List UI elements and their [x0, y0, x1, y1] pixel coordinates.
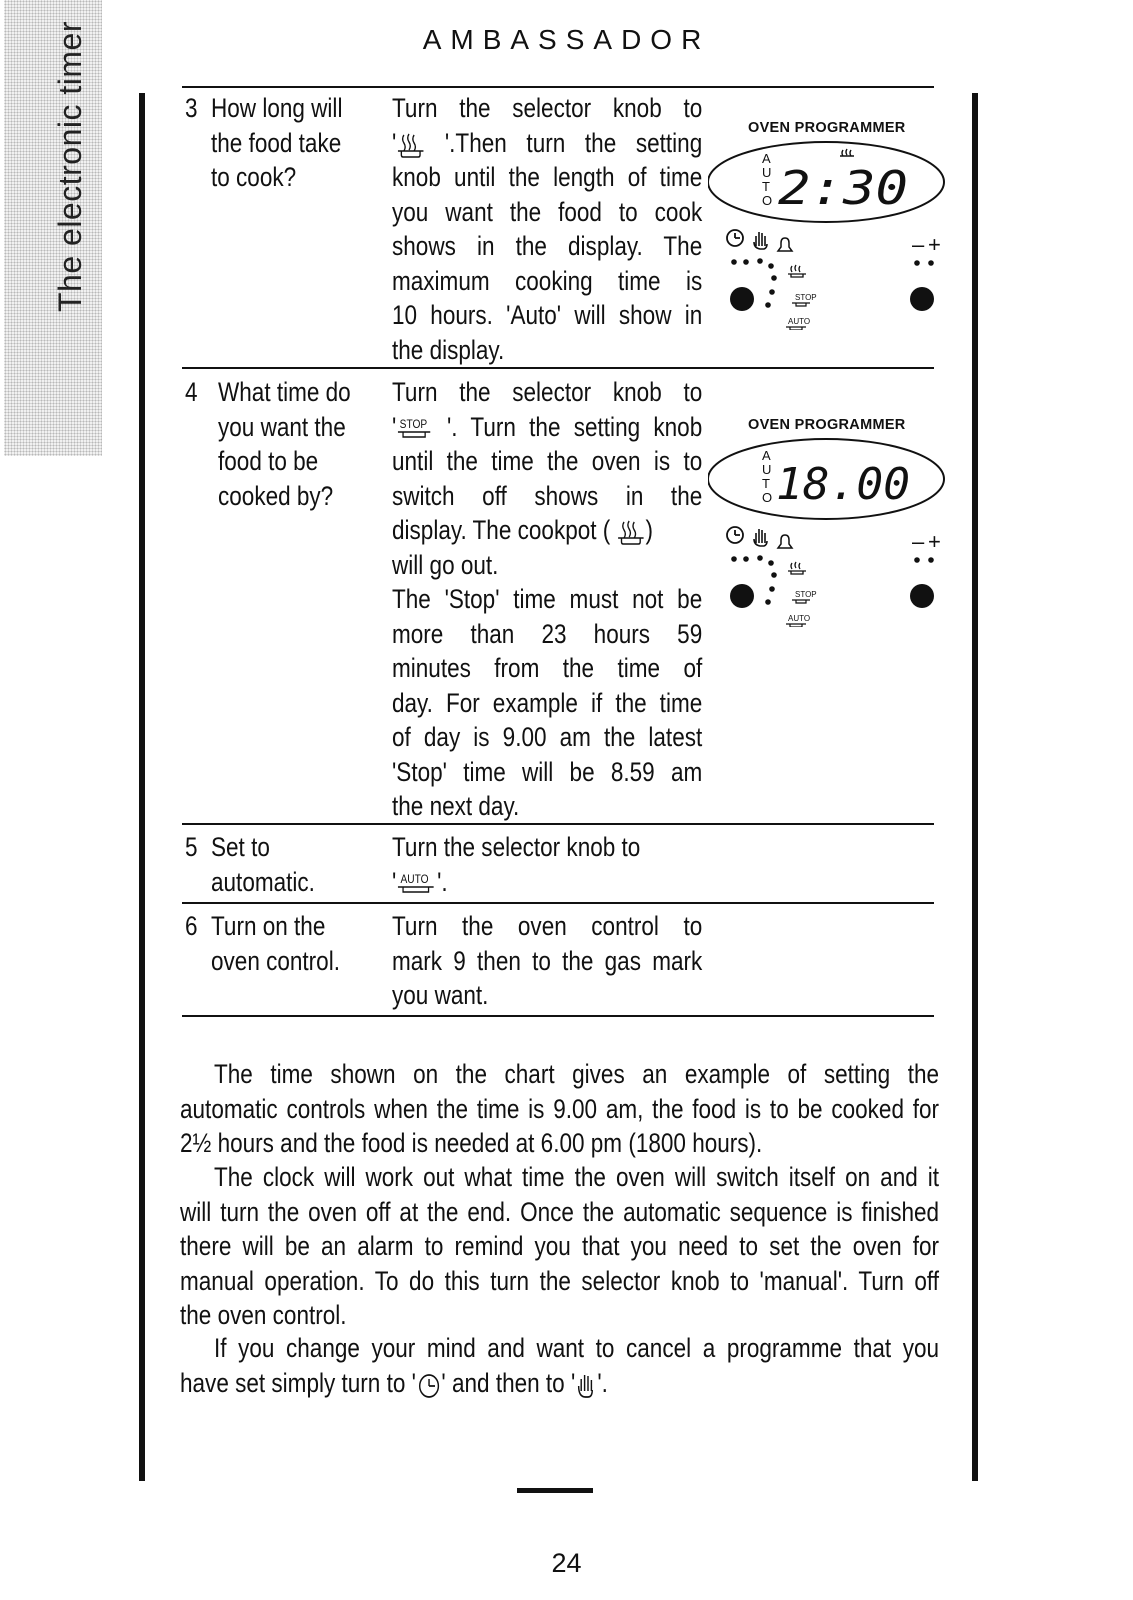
programmer-2-auto-label [762, 448, 772, 505]
svg-text:U: U [762, 165, 772, 180]
step-6-number: 6 [185, 911, 198, 941]
programmer-1-panel [708, 138, 948, 330]
svg-text:A: A [762, 151, 771, 166]
step-5-question: Set to automatic. [211, 832, 315, 897]
stop-icon [792, 293, 817, 306]
svg-text:AUTO: AUTO [400, 872, 429, 886]
clock-icon [727, 527, 743, 543]
paragraph-3: If you change your mind and want to cancel a programme that you have set simply turn to ' ' and then to ' '. [180, 1331, 939, 1401]
step-4-question: What time do you want the food to be cooked by? [218, 377, 351, 511]
step-3-answer: Turn the selector knob to ' '.Then turn the setting knob until the length of time you want the food to cook shows in the display. The maximum cooking time is 10 hours. 'Auto' will show in the display. [392, 93, 703, 365]
svg-text:T: T [762, 179, 770, 194]
selector-knob [730, 287, 754, 311]
manual-hand-icon [754, 232, 767, 249]
selector-knob [730, 584, 754, 608]
minus-label: – [912, 529, 925, 554]
paragraph-1: The time shown on the chart gives an example of setting the automatic controls when the time is 9.00 am, the food is to be cooked for 2½ hours and the food is needed at 6.00 pm (1800 hours). [180, 1059, 940, 1158]
table-top-rule [182, 86, 934, 88]
step-4-number: 4 [185, 377, 198, 407]
cookpot-icon [788, 265, 806, 277]
row-divider-5-6 [182, 902, 934, 904]
step-5-answer: Turn the selector knob to ' AUTO '. [392, 832, 641, 897]
svg-text:O: O [762, 490, 773, 505]
auto-icon [786, 317, 810, 330]
step-4-answer: Turn the selector knob to ' STOP '. Turn the setting knob until the time the oven is to switch off shows in the display. The cookpot ( ) will go out. The 'Stop' time must not be more than 23 hours 59 minutes from the time of day. For example if the time of day is 9.00 am the latest 'Stop' time will be 8.59 am the next day. [392, 377, 703, 821]
side-tab-label-wrap [0, 0, 110, 456]
programmer-1-cookpot-indicator [840, 149, 854, 156]
svg-text:AUTO: AUTO [788, 614, 811, 623]
clock-icon [727, 230, 743, 246]
cookpot-icon [396, 131, 425, 159]
manual-hand-icon [754, 529, 767, 546]
bell-icon [778, 535, 792, 548]
plus-label: + [928, 529, 941, 554]
svg-text:AUTO: AUTO [788, 317, 811, 326]
programmer-1-title: OVEN PROGRAMMER [748, 120, 906, 136]
clock-icon [416, 1370, 442, 1400]
auto-icon [786, 614, 810, 627]
row-divider-3-4 [182, 367, 934, 369]
programmer-2-title: OVEN PROGRAMMER [748, 417, 906, 433]
step-5-number: 5 [185, 832, 198, 862]
programmer-1-display: 2:30 [778, 161, 908, 215]
svg-text:STOP: STOP [795, 590, 817, 599]
bell-icon [778, 238, 792, 251]
svg-text:U: U [762, 462, 772, 477]
table-bottom-rule [182, 1015, 934, 1017]
left-margin-bar [139, 93, 145, 1481]
step-6-answer: Turn the oven control to mark 9 then to the gas mark you want. [392, 911, 703, 1010]
cookpot-icon [788, 562, 806, 574]
svg-text:STOP: STOP [795, 293, 817, 302]
right-margin-bar [972, 93, 978, 1481]
svg-text:STOP: STOP [399, 417, 428, 431]
svg-text:T: T [762, 476, 770, 491]
paragraph-2: The clock will work out what time the oven will switch itself on and it will turn the oven off at the end. Once the automatic sequence is finished there will be an alarm to remind you that you need to set the oven for manual operation. To do this turn the selector knob to 'manual'. Turn off the oven control. [180, 1162, 940, 1330]
step-3-question: How long will the food take to cook? [211, 93, 343, 192]
cookpot-icon [617, 518, 646, 546]
page-number: 24 [551, 1548, 582, 1578]
auto-icon [396, 870, 437, 898]
programmer-1-auto-label [762, 151, 772, 208]
stop-icon [792, 590, 817, 603]
manual-hand-icon [575, 1369, 597, 1401]
programmer-2-panel [708, 435, 948, 627]
step-6-question: Turn on the oven control. [211, 911, 340, 976]
stop-icon [396, 415, 433, 443]
setting-knob [910, 584, 934, 608]
svg-text:A: A [762, 448, 771, 463]
minus-label: – [912, 232, 925, 257]
step-3-number: 3 [185, 93, 198, 123]
brand-header: AMBASSADOR [422, 24, 711, 55]
setting-knob [910, 287, 934, 311]
plus-label: + [928, 232, 941, 257]
programmer-2-display: 18.00 [776, 459, 910, 510]
footer-rule [517, 1488, 593, 1493]
svg-text:O: O [762, 193, 773, 208]
side-tab-label: The electronic timer [52, 21, 88, 312]
